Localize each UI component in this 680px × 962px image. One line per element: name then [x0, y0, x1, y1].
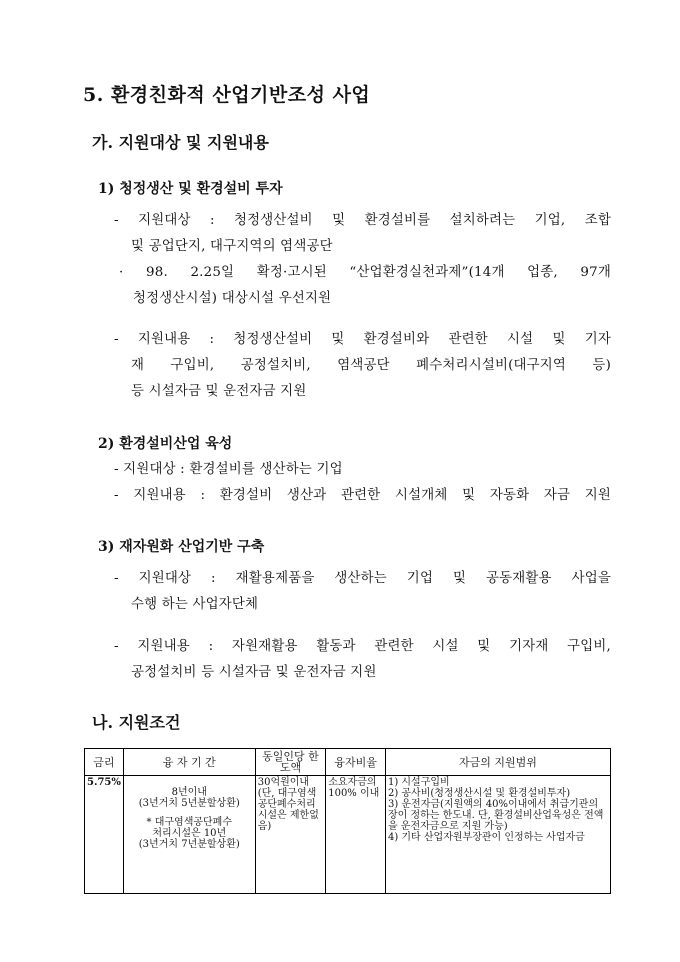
range-item-4: 4) 기타 산업자원부장관이 인정하는 사업자금 [387, 832, 585, 843]
subsection-support-conditions-heading: 나. 지원조건 [92, 713, 181, 732]
cell-ratio: 소요자금의 100% 이내 [326, 776, 386, 894]
item1-note-line1: · 98. 2.25일 확정·고시된 “산업환경실천과제”(14개 업종, 97개 [119, 265, 611, 280]
cell-rate: 5.75% [85, 776, 124, 894]
period-line4: 처리시설은 10년 [152, 828, 227, 839]
cell-limit: 30억원이내 (단, 대구염색공단폐수처리시설은 제한없음) [255, 776, 326, 894]
item2-target: - 지원대상 : 환경설비를 생산하는 기업 [114, 462, 343, 477]
item3-title: 3) 재자원화 산업기반 구축 [98, 539, 265, 555]
header-limit: 동일인당 한도액 [255, 749, 326, 776]
item1-content-line2: 재 구입비, 공정설치비, 염색공단 폐수처리시설비(대구지역 등) [131, 358, 611, 373]
item3-content-line1: - 지원내용 : 자원재활용 활동과 관련한 시설 및 기자재 구입비, [114, 639, 611, 654]
item3-target-line2: 수행 하는 사업자단체 [131, 597, 259, 612]
subsection-support-target-heading: 가. 지원대상 및 지원내용 [92, 133, 269, 152]
period-line2: (3년거치 5년분할상환) [138, 798, 240, 809]
item1-content-line3: 등 시설자금 및 운전자금 지원 [131, 384, 307, 399]
item1-title: 1) 청정생산 및 환경설비 투자 [98, 181, 283, 197]
item3-content-line2: 공정설치비 등 시설자금 및 운전자금 지원 [131, 665, 377, 680]
cell-range [385, 776, 610, 894]
cell-period [123, 776, 255, 894]
period-line5: (3년거치 7년분할상환) [138, 839, 240, 850]
range-item-3: 3) 운전자금(지원액의 40%이내에서 취급기관의 장이 정하는 한도내. 단, 환경설비산업육성은 전액을 운전자금으로 지원 가능) [387, 799, 604, 832]
item2-content: - 지원내용 : 환경설비 생산과 관련한 시설개체 및 자동화 자금 지원 [114, 488, 611, 503]
header-period: 융 자 기 간 [123, 749, 255, 776]
support-conditions-table [84, 748, 611, 894]
header-range: 자금의 지원범위 [385, 749, 610, 776]
range-item-2: 2) 공사비(청정생산시설 및 환경설비투자) [387, 788, 571, 799]
item1-note-line2: 청정생산시설) 대상시설 우선지원 [133, 291, 332, 306]
item1-target-line2: 및 공업단지, 대구지역의 염색공단 [131, 239, 333, 254]
period-line3: * 대구염색공단폐수 [146, 817, 233, 828]
item1-content-line1: - 지원내용 : 청정생산설비 및 환경설비와 관련한 시설 및 기자 [114, 332, 611, 347]
item1-target-line1: - 지원대상 : 청정생산설비 및 환경설비를 설치하려는 기업, 조합 [114, 213, 611, 228]
table-header-row [85, 749, 611, 776]
item2-title: 2) 환경설비산업 육성 [98, 436, 233, 452]
table-row [85, 776, 611, 894]
period-line1: 8년이내 [171, 787, 207, 798]
range-item-1: 1) 시설구입비 [387, 777, 450, 788]
section-title: 5. 환경친화적 산업기반조성 사업 [83, 84, 371, 106]
header-rate: 금리 [85, 749, 124, 776]
header-ratio: 융자비율 [326, 749, 386, 776]
item3-target-line1: - 지원대상 : 재활용제품을 생산하는 기업 및 공동재활용 사업을 [114, 571, 611, 586]
